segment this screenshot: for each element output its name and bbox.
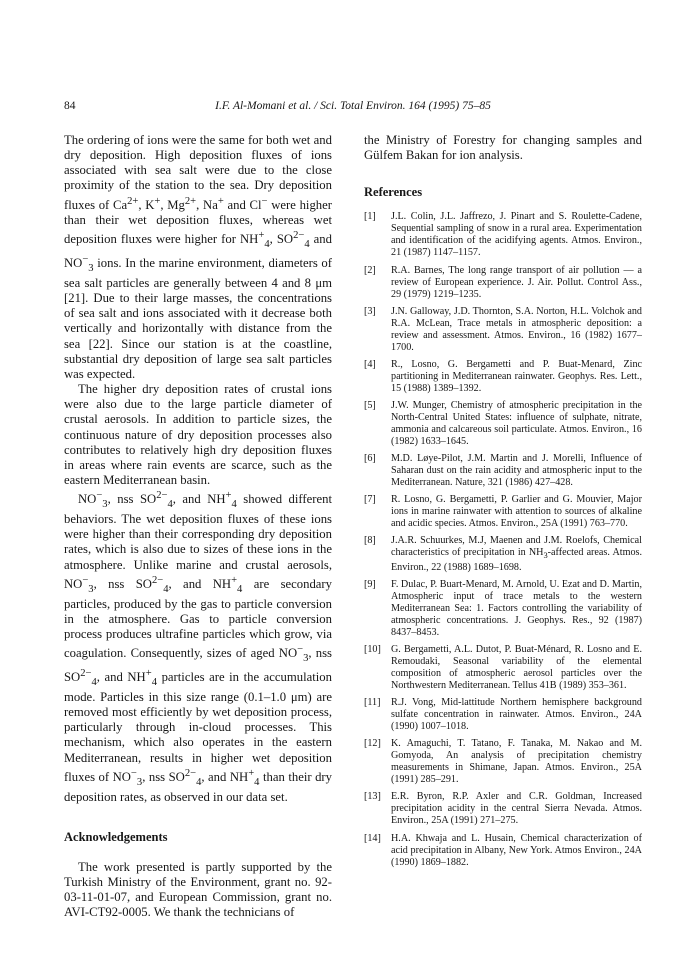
reference-item — [364, 791, 642, 827]
reference-item — [364, 453, 642, 489]
reference-number: [12] — [364, 738, 381, 750]
reference-number: [14] — [364, 832, 381, 844]
reference-text: F. Dulac, P. Buart-Menard, M. Arnold, U. Ezat and D. Martin, Atmospheric input of trace metals to the western Mediterranean Sea: 1. Factors controlling the variability of atmospheric concentrations. J. Geophys. Res., 92 (1987) 8437–8453. — [391, 578, 642, 638]
reference-text: J.W. Munger, Chemistry of atmospheric precipitation in the North-Central United States: influence of sulphate, nitrate, ammonia and calcareous soil particulate. Atmos. Environ., 16 (1982) 1633–1645. — [391, 399, 642, 448]
reference-text: R. Losno, G. Bergametti, P. Garlier and G. Mouvier, Major ions in marine rainwater with attention to sources of alkaline and acidic species. Atmos. Environ., 25A (1991) 763–770. — [391, 494, 642, 530]
body-paragraph-crustal: The higher dry deposition rates of crustal ions were also due to the large particle diameter of crustal aerosols. In addition to particle sizes, the continuous nature of dry deposition processes also contributes to relatively high dry deposition fluxes in areas where rain events are scarce, such as the eastern Mediterranean basin. — [64, 382, 332, 488]
reference-number: [6] — [364, 453, 376, 465]
reference-number: [2] — [364, 264, 376, 276]
acknowledgements-text: The work presented is partly supported by the Turkish Ministry of the Environment, grant no. 92-03-11-01-07, and European Commission, grant no. AVI-CT92-0005. We thank the technicians of — [64, 860, 332, 920]
reference-number: [5] — [364, 399, 376, 411]
reference-number: [1] — [364, 211, 376, 223]
reference-item — [364, 644, 642, 692]
reference-text: J.N. Galloway, J.D. Thornton, S.A. Norton, H.L. Volchok and R.A. McLean, Trace metals in atmospheric deposition: a review and assessment. Atmos. Environ., 16 (1982) 1677–1700. — [391, 305, 642, 353]
reference-text: J.L. Colin, J.L. Jaffrezo, J. Pinart and S. Roulette-Cadene, Sequential sampling of snow in a rural area. Experimentation and identification of the acidifying agents. Atmos. Environ., 21 (1987) 1147–1157. — [391, 211, 642, 259]
reference-item — [364, 265, 642, 301]
reference-text: G. Bergametti, A.L. Dutot, P. Buat-Ménard, R. Losno and E. Remoudaki, Seasonal variability of the elemental composition of atmospheric aerosol particles over the Northwestern Mediterranean. Tellus 41B (1989) 353–361. — [391, 643, 642, 691]
reference-text: H.A. Khwaja and L. Husain, Chemical characterization of acid precipitation in Albany, New York. Atmos Environ., 24A (1990) 1869–1882. — [391, 832, 642, 868]
reference-item — [364, 579, 642, 639]
references-heading: References — [364, 185, 423, 200]
reference-item — [364, 306, 642, 354]
reference-item — [364, 535, 642, 573]
reference-number: [4] — [364, 358, 376, 370]
body-paragraph-secondary: $NO^-_3$, nss $SO^{2-}_4$, and $NH^+_4$ showed different behaviors. The wet deposition fluxes of these ions were higher than their corresponding dry deposition rates, which is also due to sizes of these ions in the atmosphere. Unlike marine and crustal aerosols, $NO^-_3$, nss $SO^{2-}_4$, and $NH^+_4$ are secondary particles, produced by the gas to particle conversion in the atmosphere. Gas to particle conversion process produces ultrafine particles which grow, via coagulation. Consequently, sizes of aged $NO^-_3$, nss $SO^{2-}_4$, and $NH^+_4$ particles are in the accumulation mode. Particles in this size range (0.1–1.0 μm) are removed most efficiently by wet deposition process, particularly through in-cloud processes. This mechanism, which also operates in the eastern Mediterranean, results in higher wet deposition fluxes of $NO^-_3$, nss $SO^{2-}_4$, and $NH^+_4$ than their dry deposition rates, as observed in our data set. — [64, 490, 333, 804]
right-column — [364, 133, 642, 874]
reference-item — [364, 400, 642, 448]
reference-number: [7] — [364, 494, 376, 506]
reference-number: [10] — [364, 643, 381, 655]
reference-number: [9] — [364, 578, 376, 590]
reference-list — [364, 211, 642, 868]
page-number: 84 — [64, 100, 76, 112]
running-title: I.F. Al-Momani et al. / Sci. Total Environ. 164 (1995) 75–85 — [215, 100, 491, 112]
reference-item — [364, 697, 642, 733]
reference-number: [8] — [364, 535, 376, 547]
reference-text: K. Amaguchi, T. Tatano, F. Tanaka, M. Nakao and M. Gomyoda, An analysis of precipitation chemistry measurements in Shimane, Japan. Atmos. Environ., 25A (1991) 285–291. — [391, 738, 642, 786]
reference-text: R.A. Barnes, The long range transport of air pollution — a review of European experience. J. Air. Pollut. Control Ass., 29 (1979) 1219–1235. — [391, 264, 642, 300]
reference-item — [364, 359, 642, 395]
reference-item — [364, 738, 642, 786]
reference-item — [364, 833, 642, 869]
reference-number: [11] — [364, 697, 381, 709]
left-column — [64, 133, 332, 921]
acknowledgements-continuation: the Ministry of Forestry for changing samples and Gülfem Bakan for ion analysis. — [364, 133, 642, 163]
reference-item — [364, 494, 642, 530]
body-paragraph-ordering: The ordering of ions were the same for both wet and dry deposition. High deposition fluxes of ions associated with sea salt were due to the close proximity of the station to the sea. Dry deposition fluxes of $Ca^{2+}$, K+, $Mg^{2+}$, Na+ and Cl− were higher than their wet deposition fluxes, whereas wet deposition fluxes were higher for $NH^+_4$, $SO^{2-}_4$ and $NO^-_3$ ions. In the marine environment, diameters of sea salt particles are generally between 4 and 8 μm [21]. Due to their large masses, the concentrations of sea salt and ions associated with it decrease both vertically and horizontally with distance from the sea [22]. Since our station is at the coastline, substantial dry deposition of large sea salt particles was expected. — [64, 133, 332, 381]
reference-number: [13] — [364, 791, 381, 803]
reference-text: R.J. Vong, Mid-lattitude Northern hemisphere background sulfate concentration in rainwater. Atmos. Environ., 24A (1990) 1007–1018. — [391, 697, 642, 733]
reference-number: [3] — [364, 305, 376, 317]
reference-text: M.D. Løye-Pilot, J.M. Martin and J. Morelli, Influence of Saharan dust on the rain acidity and atmospheric input to the Mediterranean. Nature, 321 (1986) 427–428. — [391, 453, 642, 489]
reference-text: J.A.R. Schuurkes, M.J, Maenen and J.M. Roelofs, Chemical characteristics of precipitation in $NH_3$-affected areas. Atmos. Environ., 22 (1988) 1689–1698. — [391, 535, 642, 573]
acknowledgements-heading: Acknowledgements — [64, 829, 168, 844]
reference-text: E.R. Byron, R.P. Axler and C.R. Goldman, Increased precipitation acidity in the central Sierra Nevada. Atmos. Environ., 25A (1991) 271–275. — [391, 791, 642, 827]
reference-text: R., Losno, G. Bergametti and P. Buat-Menard, Zinc partitioning in Mediterranean rainwater. Geophys. Res. Lett., 15 (1988) 1389–1392. — [391, 358, 642, 394]
reference-item — [364, 211, 642, 259]
page-header — [64, 100, 642, 118]
